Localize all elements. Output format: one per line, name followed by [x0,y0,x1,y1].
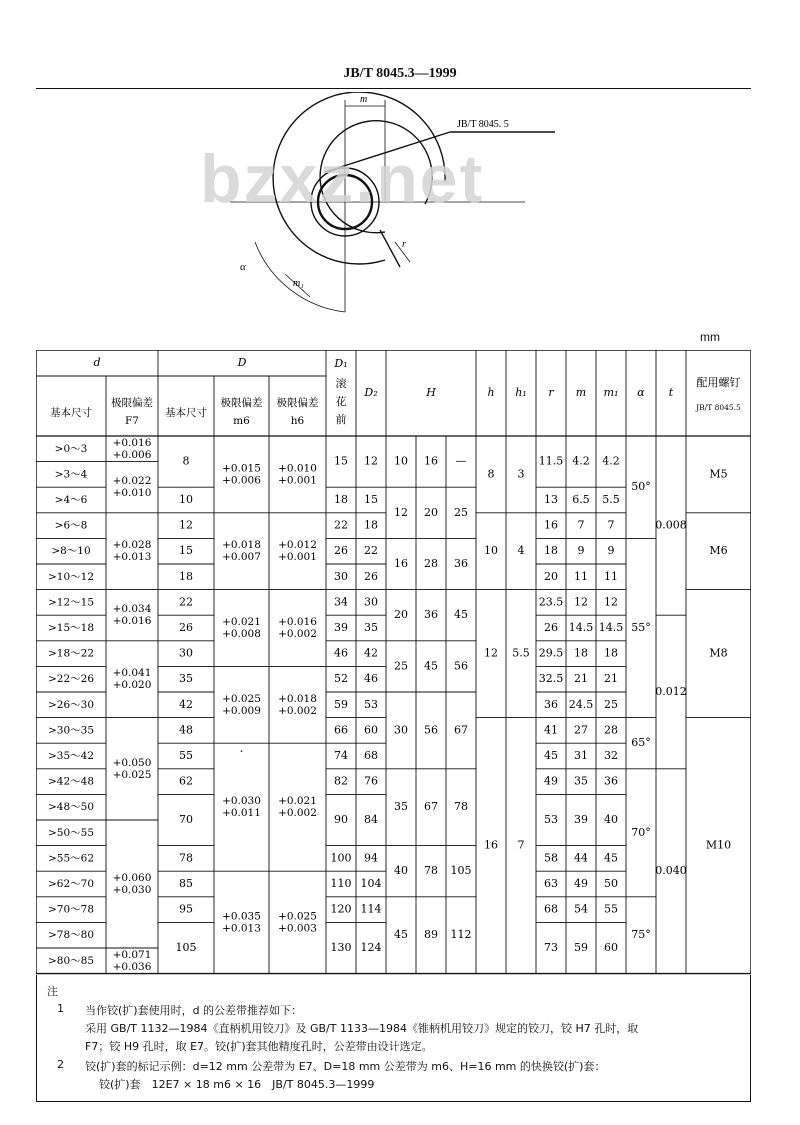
m1-cell: 4.2 [602,454,620,468]
head-D-dev-h6: 极限偏差 [276,397,319,409]
f7-deviation-lower: +0.010 [112,487,152,500]
m-cell: 18 [574,646,588,660]
r-cell: 45 [544,749,558,762]
H-min-cell: 40 [394,864,408,878]
m-cell: 59 [574,941,588,954]
f7-deviation-lower: +0.025 [112,768,152,781]
head-D2: D₂ [364,386,378,399]
m1-cell: 40 [604,813,618,826]
note-2-number: 2 [57,1058,64,1071]
D1-cell: 26 [334,544,348,558]
m-cell: 6.5 [572,493,590,506]
D1-cell: 59 [334,697,348,711]
r-cell: 68 [544,902,558,916]
f7-deviation-upper: +0.022 [112,475,152,488]
d-size-cell: >62～70 [47,878,95,890]
D2-cell: 76 [364,774,378,788]
h6-deviation-upper: +0.018 [278,692,317,705]
note-1-line-1: 当作铰(扩)套使用时，d 的公差带推荐如下： [85,1004,303,1017]
D2-cell: 124 [360,941,382,954]
f7-deviation-lower: +0.030 [112,884,152,896]
h6-deviation-upper: +0.021 [278,795,317,808]
watermark-text: bzxz.net [200,141,485,217]
D1-cell: 74 [334,749,348,762]
m-cell: 4.2 [572,454,590,468]
d-size-cell: >78～80 [47,929,95,942]
D2-cell: 26 [364,569,378,583]
D1-cell: 110 [330,877,352,890]
screw-cell: M6 [709,544,728,558]
head-D1: D₁ [334,357,348,370]
f7-deviation-lower: +0.006 [112,448,152,461]
D1-cell: 66 [334,723,348,737]
r-cell: 29.5 [538,646,564,660]
note-2-line-2: 铰(扩)套 12E7 × 18 m6 × 16 JB/T 8045.3—1999 [99,1078,375,1091]
f7-deviation-upper: +0.041 [112,667,152,680]
head-m1: m₁ [603,386,619,399]
D-basic-cell: 12 [179,518,193,532]
H-max-cell: — [455,454,467,468]
screw-cell: M5 [709,467,728,481]
alpha-cell: 70° [631,825,651,839]
head-m: m [575,386,587,399]
m6-deviation-upper: +0.030 [222,795,261,808]
m-cell: 24.5 [568,697,594,711]
m-cell: 44 [574,851,588,865]
D-basic-cell: 105 [175,941,197,954]
m-cell: 49 [574,877,588,890]
h-cell: 12 [484,646,498,660]
D2-cell: 46 [364,672,378,686]
H-mid-cell: 20 [424,505,438,519]
head-D: D [237,356,247,369]
D-basic-cell: 26 [179,621,193,634]
H-mid-cell: 28 [424,557,438,570]
d-size-cell: >70～78 [47,903,95,916]
h6-deviation-upper: +0.016 [278,616,317,628]
m1-cell: 55 [604,902,618,916]
D-basic-cell: 42 [179,697,193,711]
m1-cell: 45 [604,851,618,865]
h6-deviation-lower: +0.002 [278,807,317,820]
f7-deviation-upper: +0.050 [112,756,152,769]
H-max-cell: 78 [454,800,468,814]
m-cell: 12 [574,595,588,609]
D-basic-cell: 95 [179,902,193,916]
f7-deviation-upper: +0.016 [112,436,152,449]
m1-cell: 25 [604,697,618,711]
D1-cell: 22 [334,518,348,532]
head-screw: 配用螺钉 [696,376,741,389]
m1-cell: 21 [604,672,618,686]
m6-deviation-lower: +0.011 [222,807,261,820]
r-cell: 23.5 [538,595,564,609]
alpha-cell: 50° [631,480,651,494]
r-cell: 18 [544,544,558,558]
h1-cell: 7 [517,838,525,852]
D-basic-cell: 22 [179,595,193,609]
D-basic-cell: 70 [179,813,193,826]
D1-cell: 90 [334,813,348,826]
D2-cell: 53 [364,697,378,711]
D1-cell: 15 [334,454,348,468]
D1-cell: 100 [330,851,352,865]
fig-label-ref: JB/T 8045. 5 [457,119,509,130]
H-min-cell: 12 [394,505,408,519]
cut-edge [380,230,400,267]
m1-cell: 28 [604,723,618,737]
H-mid-cell: 89 [424,928,438,942]
h6-deviation-lower: +0.002 [278,704,317,717]
m-cell: 54 [574,902,588,916]
head-d-dev: 极限偏差 [111,397,153,409]
d-size-cell: >22～26 [47,673,95,686]
D-basic-cell: 48 [179,723,193,737]
H-max-cell: 36 [454,557,468,570]
h1-cell: 4 [517,544,525,558]
H-mid-cell: 56 [424,723,438,737]
stray-mark: · [239,744,244,759]
D1-cell: 120 [330,902,352,916]
D1-cell: 39 [334,621,348,634]
D1-cell: 52 [334,672,348,686]
h6-deviation-upper: +0.010 [278,462,317,475]
r-cell: 53 [544,813,558,826]
D2-cell: 12 [364,454,378,468]
D2-cell: 15 [364,493,378,506]
head-D-m6: m6 [233,415,250,427]
h6-deviation-lower: +0.003 [278,922,317,935]
m1-cell: 32 [604,749,618,762]
D-basic-cell: 85 [179,877,193,890]
D2-cell: 68 [364,749,378,762]
alpha-cell: 65° [631,736,651,750]
dimension-table [36,350,751,975]
D-basic-cell: 8 [182,454,190,468]
d-size-cell: >3～4 [54,468,88,481]
head-t: t [668,386,674,399]
note-1-number: 1 [57,1002,64,1015]
head-alpha: α [637,386,645,399]
h-cell: 8 [487,467,495,481]
D2-cell: 114 [360,902,382,916]
m6-deviation-upper: +0.025 [222,692,261,705]
note-1-line-3: F7；铰 H9 孔时，取 E7。铰(扩)套其他精度孔时，公差带由设计选定。 [85,1040,433,1053]
D2-cell: 35 [364,621,378,634]
head-D-basic: 基本尺寸 [165,407,207,419]
m-cell: 7 [577,518,585,532]
r-cell: 49 [544,774,558,788]
m6-deviation-upper: +0.035 [222,910,261,923]
d-size-cell: >80～85 [47,954,95,967]
r-cell: 20 [544,569,558,583]
head-D-dev-m6: 极限偏差 [220,397,263,409]
H-mid-cell: 16 [424,454,438,468]
D1-cell: 34 [334,595,348,609]
alpha-cell: 55° [631,621,651,634]
f7-deviation-upper: +0.028 [112,539,152,552]
H-max-cell: 112 [450,928,472,942]
H-min-cell: 30 [394,723,408,737]
D1-cell: 30 [334,569,348,583]
d-size-cell: >4～6 [54,494,88,506]
m1-cell: 36 [604,774,618,788]
head-D1-knurl-char: 花 [335,395,347,408]
h-cell: 10 [484,544,498,558]
D1-cell: 46 [334,646,348,660]
D1-cell: 130 [330,941,352,954]
H-mid-cell: 36 [424,608,438,622]
m6-deviation-upper: +0.015 [222,462,261,475]
r-cell: 73 [544,941,558,954]
head-D1-knurl-char: 滚 [335,377,347,390]
r-cell: 16 [544,518,558,532]
m-cell: 14.5 [568,621,594,634]
d-size-cell: >18～22 [47,647,95,660]
H-mid-cell: 78 [424,864,438,878]
m-cell: 9 [577,544,585,558]
H-min-cell: 20 [394,608,408,622]
D-basic-cell: 55 [179,749,193,762]
header-rule [36,88,751,89]
alpha-cell: 75° [631,928,651,942]
D-basic-cell: 10 [179,493,193,506]
m-cell: 35 [574,774,588,788]
D1-cell: 18 [334,493,348,506]
note-1-line-2: 采用 GB/T 1132—1984《直柄机用铰刀》及 GB/T 1133—1984《锥柄机用铰刀》规定的铰刀，铰 H7 孔时，取 [85,1022,639,1035]
H-max-cell: 56 [454,659,468,673]
d-size-cell: >30～35 [47,724,95,737]
m1-cell: 7 [607,518,615,532]
h6-deviation-lower: +0.001 [278,551,317,564]
h1-cell: 3 [517,467,525,481]
d-size-cell: >10～12 [47,570,95,583]
h1-cell: 5.5 [512,646,530,660]
head-h: h [487,386,495,399]
D2-cell: 104 [360,877,382,890]
D-basic-cell: 62 [179,774,193,788]
notes-title: 注 [47,985,58,998]
head-H: H [426,386,436,399]
m1-cell: 11 [604,569,618,583]
m-cell: 39 [574,813,588,826]
d-size-cell: >12～15 [47,596,95,609]
h6-deviation-lower: +0.001 [278,474,317,487]
fig-label-r: r [402,239,406,250]
m-cell: 27 [574,723,588,737]
r-cell: 41 [544,723,558,737]
screw-cell: M8 [709,646,728,660]
D-basic-cell: 78 [179,851,193,865]
d-size-cell: >26～30 [47,698,95,711]
m1-cell: 14.5 [598,621,624,634]
m6-deviation-upper: +0.018 [222,539,261,552]
m6-deviation-lower: +0.013 [222,922,261,935]
m-cell: 11 [574,569,588,583]
D2-cell: 30 [364,595,378,609]
t-cell: 0.008 [655,518,687,532]
H-max-cell: 45 [454,608,468,622]
D-basic-cell: 15 [179,544,193,558]
H-min-cell: 45 [394,928,408,942]
H-max-cell: 67 [454,723,468,737]
D2-cell: 60 [364,723,378,737]
H-max-cell: 105 [450,864,472,878]
d-size-cell: >55～62 [47,852,95,865]
head-D-h6: h6 [290,415,305,427]
r-cell: 32.5 [538,672,564,686]
f7-deviation-upper: +0.071 [112,948,152,961]
screw-cell: M10 [705,838,732,852]
D-basic-cell: 30 [179,646,193,660]
D1-cell: 82 [334,774,348,788]
D2-cell: 84 [364,813,378,826]
H-mid-cell: 45 [424,659,438,673]
d-size-cell: >48～50 [47,801,95,814]
f7-deviation-lower: +0.016 [112,615,152,628]
h-cell: 16 [484,838,498,852]
m6-deviation-lower: +0.009 [222,704,261,717]
m1-cell: 50 [604,877,618,890]
H-min-cell: 16 [394,557,408,570]
D-basic-cell: 18 [179,569,193,583]
m6-deviation-upper: +0.021 [222,616,261,628]
r-cell: 63 [544,877,558,890]
D-basic-cell: 35 [179,672,193,686]
h6-deviation-upper: +0.025 [278,910,317,923]
head-h1: h₁ [515,386,527,399]
r-cell: 11.5 [538,454,564,468]
unit-label: mm [700,330,720,344]
f7-deviation-upper: +0.034 [112,603,152,616]
note-2-line-1: 铰(扩)套的标记示例：d=12 mm 公差带为 E7、D=18 mm 公差带为 m6、H=16 mm 的快换铰(扩)套： [85,1060,606,1073]
fig-label-m: m [360,94,368,105]
standard-code-header: JB/T 8045.3—1999 [343,66,457,81]
head-screw-std: JB/T 8045.5 [696,403,741,412]
H-min-cell: 25 [394,659,408,673]
d-size-cell: >50～55 [47,826,95,839]
head-D1-knurl-char: 前 [335,413,347,426]
H-mid-cell: 67 [424,800,438,814]
m-cell: 31 [574,749,588,762]
d-size-cell: >0～3 [54,442,88,455]
h6-deviation-lower: +0.002 [278,628,317,640]
notes-box [36,975,751,1102]
r-cell: 13 [544,493,558,506]
f7-deviation-lower: +0.036 [112,960,152,973]
D2-cell: 94 [364,851,378,865]
d-size-cell: >8～10 [51,545,91,558]
h6-deviation-upper: +0.012 [278,539,317,552]
m1-cell: 12 [604,595,618,609]
head-r: r [548,386,554,399]
m1-cell: 5.5 [602,493,620,506]
head-d: d [93,356,101,369]
H-max-cell: 25 [454,505,468,519]
m6-deviation-lower: +0.007 [222,551,261,564]
r-cell: 58 [544,851,558,865]
m1-cell: 9 [607,544,615,558]
H-min-cell: 35 [394,800,408,814]
D2-cell: 18 [364,518,378,532]
r-cell: 26 [544,621,558,634]
d-size-cell: >6～8 [54,519,88,532]
m1-cell: 60 [604,941,618,954]
m1-cell: 18 [604,646,618,660]
H-min-cell: 10 [394,454,408,468]
t-cell: 0.040 [655,864,687,878]
f7-deviation-lower: +0.020 [112,679,152,692]
head-d-dev-f7: F7 [125,415,139,427]
m6-deviation-lower: +0.006 [222,474,261,487]
t-cell: 0.012 [655,685,687,698]
D2-cell: 42 [364,646,378,660]
head-d-basic: 基本尺寸 [50,407,92,419]
fig-label-m1: m₁ [293,278,304,289]
D2-cell: 22 [364,544,378,558]
m6-deviation-lower: +0.008 [222,628,261,640]
fig-label-alpha: α [240,261,246,273]
d-size-cell: >35～42 [47,750,95,762]
d-size-cell: >42～48 [47,775,95,788]
f7-deviation-upper: +0.060 [112,872,152,884]
r-cell: 36 [544,697,558,711]
m-cell: 21 [574,672,588,686]
d-size-cell: >15～18 [47,622,95,634]
f7-deviation-lower: +0.013 [112,551,152,564]
